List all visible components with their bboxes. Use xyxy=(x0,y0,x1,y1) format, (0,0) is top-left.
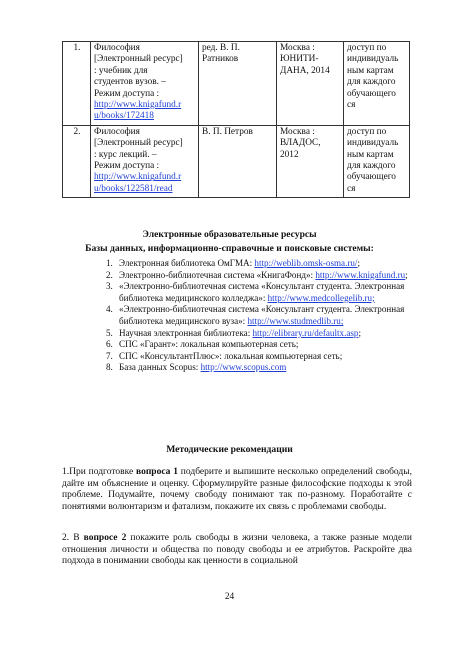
row-number: 1. xyxy=(73,43,81,53)
author-line: ред. В. П. xyxy=(202,43,240,53)
resource-link-line[interactable]: u/books/122581/read xyxy=(94,183,173,194)
p1-lead: 1.При подготовке xyxy=(62,467,136,477)
item-link[interactable]: http://elibrary.ru/defaultx.asp xyxy=(252,327,359,338)
publisher-line: 2012 xyxy=(280,149,299,160)
item-text: Научная электронная библиотека: xyxy=(119,327,253,338)
access-line: ся xyxy=(347,183,356,194)
item-number: 5. xyxy=(106,327,113,338)
access-line: обучающего xyxy=(347,172,396,183)
resource-link-line[interactable]: http://www.knigafund.r xyxy=(94,100,182,111)
publisher-line: ЮНИТИ- xyxy=(280,54,319,65)
resources-subtitle: Базы данных, информационно-справочные и поисковые системы: xyxy=(85,243,374,254)
resource-item xyxy=(108,362,428,374)
item-number: 7. xyxy=(106,350,113,361)
resource-item xyxy=(108,351,428,363)
resource-link-line[interactable]: u/books/172418 xyxy=(94,111,154,122)
item-link[interactable]: http://www.knigafund.ru xyxy=(315,269,406,280)
title-line: Режим доступа : xyxy=(94,161,160,172)
item-text: База данных Scopus: xyxy=(119,362,201,373)
author-line: В. П. Петров xyxy=(202,126,253,137)
item-number: 2. xyxy=(106,269,113,280)
resource-item xyxy=(108,304,428,327)
methods-paragraph-1 xyxy=(62,467,412,513)
title-line: : учебник для xyxy=(94,65,148,76)
row-number-cell xyxy=(63,125,91,197)
access-line: ся xyxy=(347,100,356,111)
item-text: Электронная библиотека ОмГМА: xyxy=(119,258,255,268)
item-link[interactable]: http://weblib.omsk-osma.ru/ xyxy=(254,258,358,268)
item-number: 3. xyxy=(106,281,113,292)
resources-title: Электронные образовательные ресурсы xyxy=(142,229,317,240)
table-row xyxy=(63,125,410,197)
publisher-cell xyxy=(277,125,344,197)
row-number: 2. xyxy=(73,126,81,137)
methods-title: Методические рекомендации xyxy=(166,444,293,455)
access-line: доступ по xyxy=(347,43,387,53)
page-number: 24 xyxy=(224,592,235,602)
methods-paragraph-2 xyxy=(62,533,412,568)
access-cell xyxy=(344,125,410,197)
access-line: ным картам xyxy=(347,149,394,160)
row-number-cell xyxy=(63,42,91,126)
item-suffix: ; xyxy=(357,258,360,268)
item-text: Электронно-библиотечная система «КнигаФонд»: xyxy=(119,269,316,280)
title-line: Философия xyxy=(94,126,140,137)
publisher-line: Москва : xyxy=(280,126,315,137)
author-cell xyxy=(199,42,277,126)
item-text: «Электронно-библиотечная система «Консультант студента. Электронная библиотека медицинского вуза»: xyxy=(119,304,405,326)
p1-rest: подберите и выпишите несколько определений свободы, дайте им объяснение и оценку. Сформулируйте разные философские подходы к этой проблеме. Подумайте, почему свободу понимают так по-разному. Поработайте с понятиями волюнтаризм и фатализм, покажите их связь с проблемами свободы. xyxy=(62,467,413,512)
item-number: 4. xyxy=(106,304,113,315)
item-suffix: ; xyxy=(405,269,408,280)
p2-bold: вопросе 2 xyxy=(83,533,127,543)
publisher-cell xyxy=(277,42,344,126)
item-suffix: ; xyxy=(358,327,362,338)
title-cell xyxy=(91,125,199,197)
item-number: 1. xyxy=(106,258,113,268)
publisher-line: ВЛАДОС, xyxy=(280,138,321,149)
p2-rest: покажите роль свободы в жизни человека, а также разные модели отношения личности и общества по поводу свободы и ее атрибутов. Раскройте два подхода в понимании свободы как ценности в социальной xyxy=(62,533,412,566)
author-cell xyxy=(199,125,277,197)
table-row xyxy=(63,42,410,126)
access-cell xyxy=(344,42,410,126)
access-line: доступ по xyxy=(347,126,387,137)
access-line: индивидуаль xyxy=(347,138,399,149)
item-text: СПС «Гарант»: локальная компьютерная сеть; xyxy=(119,339,299,350)
publisher-line: ДАНА, 2014 xyxy=(280,65,330,76)
title-line: [Электронный ресурс] xyxy=(94,54,183,65)
title-line: : курс лекций. – xyxy=(94,149,157,160)
references-table xyxy=(62,41,410,198)
item-text: СПС «КонсультантПлюс»: локальная компьютерная сеть; xyxy=(119,350,343,361)
access-line: для каждого xyxy=(347,161,396,172)
publisher-line: Москва : xyxy=(280,43,315,53)
item-number: 6. xyxy=(106,339,113,350)
title-line: [Электронный ресурс] xyxy=(94,138,183,149)
item-link[interactable]: http://www.studmedlib.ru; xyxy=(247,315,344,326)
resource-link-line[interactable]: http://www.knigafund.r xyxy=(94,172,182,183)
resources-list xyxy=(108,258,428,374)
title-line: Философия xyxy=(94,43,140,53)
title-line: студентов вузов. – xyxy=(94,77,166,88)
access-line: обучающего xyxy=(347,88,396,99)
item-text: «Электронно-библиотечная система «Консультант студента. Электронная библиотека медицинского колледжа»: xyxy=(119,281,405,303)
p2-lead: 2. В xyxy=(62,533,84,543)
title-cell xyxy=(91,42,199,126)
title-line: Режим доступа : xyxy=(94,88,160,99)
resource-item xyxy=(108,281,428,304)
access-line: индивидуаль xyxy=(347,54,399,65)
author-line: Ратников xyxy=(202,54,239,65)
resource-item xyxy=(108,270,428,282)
item-link[interactable]: http://www.scopus.com xyxy=(200,362,287,373)
access-line: ным картам xyxy=(347,65,394,76)
resource-item xyxy=(108,258,428,270)
resource-item xyxy=(108,328,428,340)
resource-item xyxy=(108,339,428,351)
item-number: 8. xyxy=(106,362,113,373)
p1-bold: вопроса 1 xyxy=(136,467,178,477)
access-line: для каждого xyxy=(347,77,396,88)
item-link[interactable]: http://www.medcollegelib.ru; xyxy=(267,292,375,303)
